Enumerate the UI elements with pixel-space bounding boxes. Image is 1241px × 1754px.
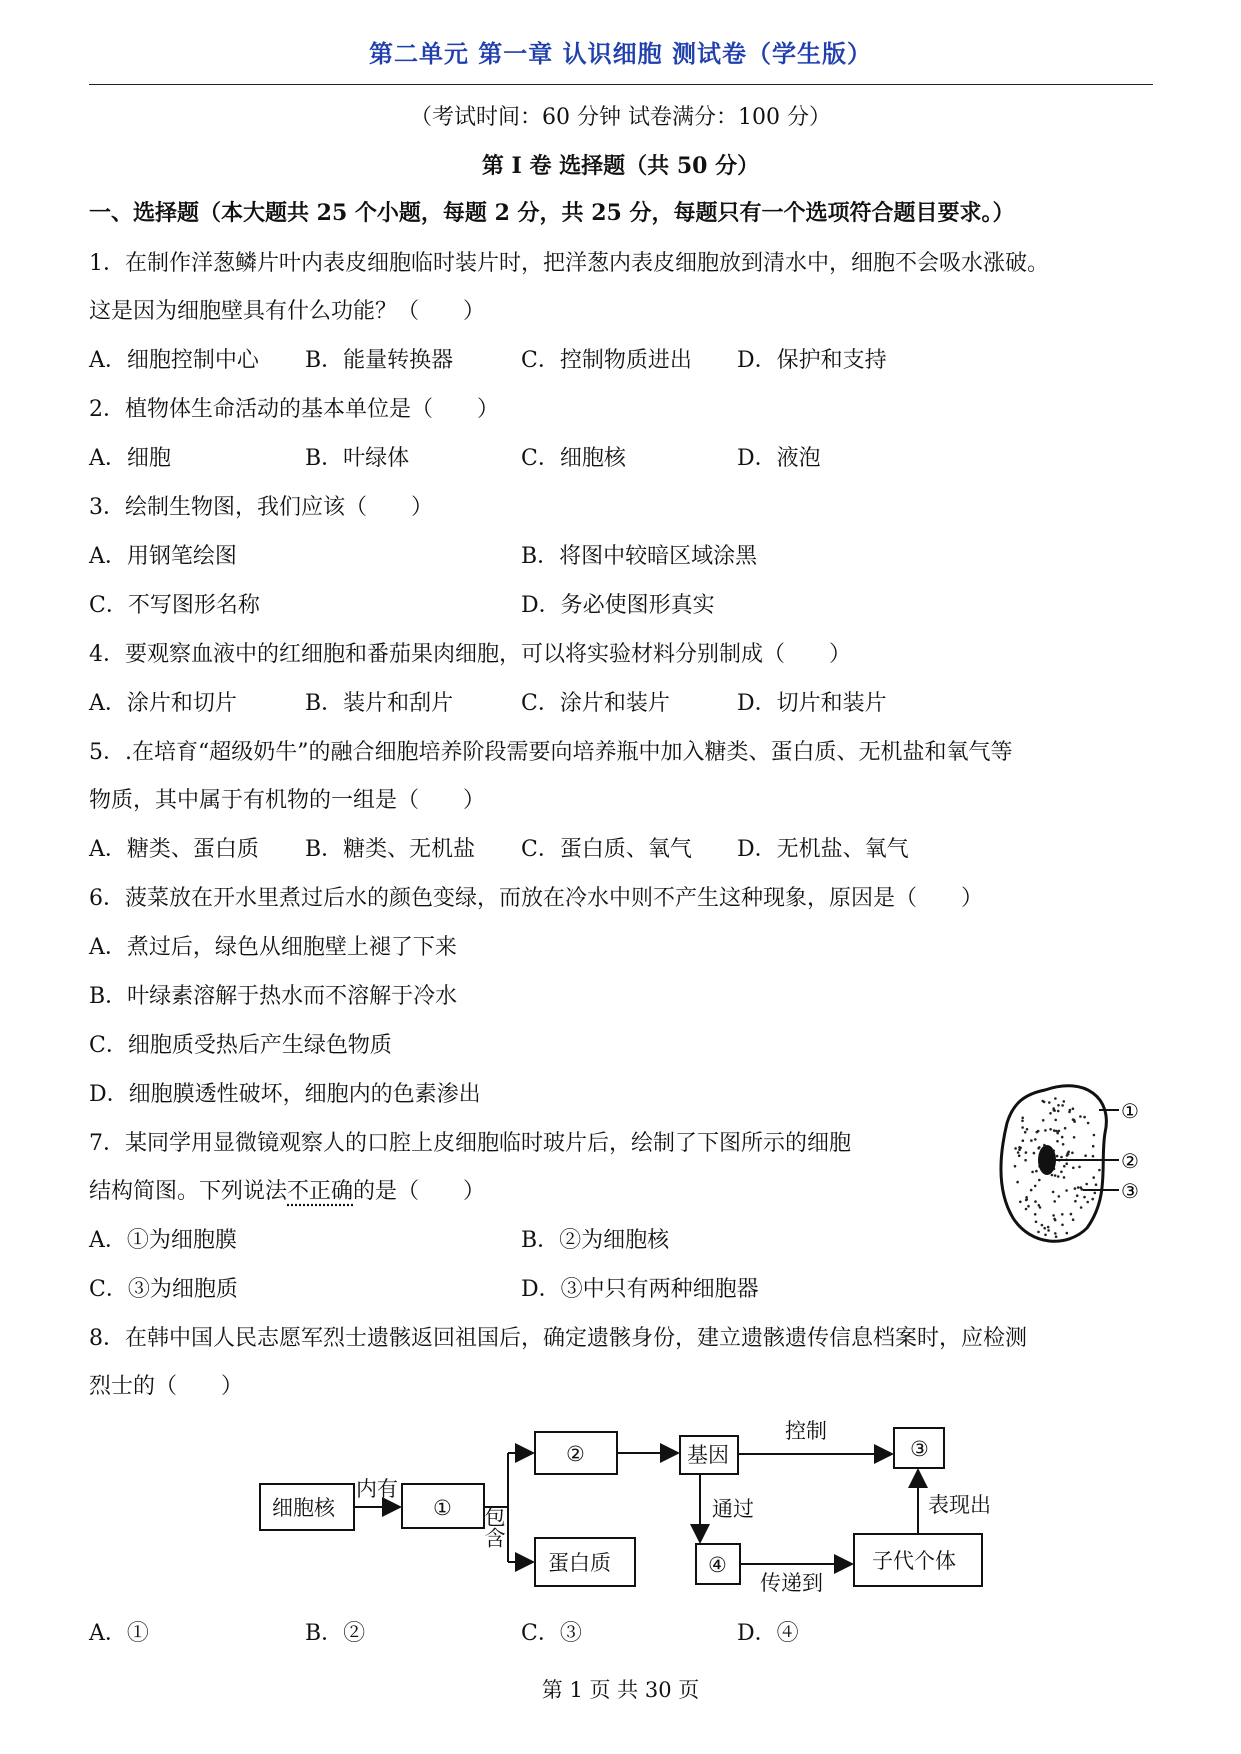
cytoplasm-dot <box>1017 1151 1020 1154</box>
cytoplasm-dot <box>1074 1187 1077 1190</box>
cytoplasm-dot <box>1087 1122 1090 1125</box>
gene-flow-diagram <box>250 1408 1010 1598</box>
cytoplasm-dot <box>1030 1139 1033 1142</box>
question-4-option-b[interactable]: B．装片和刮片 <box>305 691 454 716</box>
cytoplasm-dot <box>1047 1229 1050 1232</box>
question-7-option-a[interactable]: A．①为细胞膜 <box>89 1228 237 1253</box>
cytoplasm-dot <box>1049 1112 1052 1115</box>
cytoplasm-dot <box>1053 1109 1056 1112</box>
cytoplasm-dot <box>1034 1138 1037 1141</box>
question-5-option-d[interactable]: D．无机盐、氧气 <box>737 837 909 862</box>
question-8-option-c[interactable]: C．③ <box>521 1621 582 1646</box>
cytoplasm-dot <box>1021 1120 1024 1123</box>
cytoplasm-dot <box>1054 1232 1057 1235</box>
question-1-option-b[interactable]: B．能量转换器 <box>305 348 454 373</box>
cytoplasm-dot <box>1057 1175 1060 1178</box>
cytoplasm-dot <box>1078 1166 1081 1169</box>
cytoplasm-dot <box>1041 1224 1044 1227</box>
cytoplasm-dot <box>1074 1200 1077 1203</box>
box-label-2: ② <box>566 1442 585 1466</box>
question-6-option-d[interactable]: D．细胞膜透性破坏，细胞内的色素渗出 <box>89 1082 481 1107</box>
box-label-4: ④ <box>708 1553 727 1577</box>
edge-label-include: 包含 <box>482 1506 506 1548</box>
cytoplasm-dot <box>1072 1107 1075 1110</box>
part-title: 第 I 卷 选择题（共 50 分） <box>481 153 760 179</box>
cytoplasm-dot <box>1033 1152 1036 1155</box>
cytoplasm-dot <box>1047 1226 1050 1229</box>
cytoplasm-dot <box>1019 1201 1022 1204</box>
edge-label-pass: 传递到 <box>760 1571 823 1595</box>
cell-label-1: ① <box>1121 1099 1139 1123</box>
question-8-stem-line-1: 8．在韩中国人民志愿军烈士遗骸返回祖国后，确定遗骸身份，建立遗骸遗传信息档案时，应检测 <box>89 1326 1028 1351</box>
cytoplasm-dot <box>1018 1148 1021 1151</box>
box-label-nucleus: 细胞核 <box>272 1496 335 1520</box>
question-5-option-c[interactable]: C．蛋白质、氧气 <box>521 837 692 862</box>
cytoplasm-dot <box>1038 1204 1041 1207</box>
cytoplasm-dot <box>1073 1136 1076 1139</box>
question-5-stem-line-1: 5．.在培育“超级奶牛”的融合细胞培养阶段需要向培养瓶中加入糖类、蛋白质、无机盐和氧气等 <box>89 740 1013 765</box>
question-6-option-a[interactable]: A．煮过后，绿色从细胞壁上褪了下来 <box>89 935 457 960</box>
cytoplasm-dot <box>1053 1129 1056 1132</box>
question-1-option-a[interactable]: A．细胞控制中心 <box>89 348 259 373</box>
question-1-option-c[interactable]: C．控制物质进出 <box>521 348 692 373</box>
cytoplasm-dot <box>1052 1191 1055 1194</box>
question-4-option-d[interactable]: D．切片和装片 <box>737 691 887 716</box>
cytoplasm-dot <box>1053 1200 1056 1203</box>
cytoplasm-dot <box>1071 1152 1074 1155</box>
question-6-stem: 6．菠菜放在开水里煮过后水的颜色变绿，而放在冷水中则不产生这种现象，原因是（ ） <box>89 886 984 911</box>
cytoplasm-dot <box>1051 1174 1054 1177</box>
question-7-option-d[interactable]: D．③中只有两种细胞器 <box>521 1277 759 1302</box>
edge-label-through: 通过 <box>712 1497 754 1521</box>
cytoplasm-dot <box>1093 1134 1096 1137</box>
cytoplasm-dot <box>1035 1170 1038 1173</box>
header-rule <box>89 84 1153 85</box>
cell-label-3: ③ <box>1121 1179 1139 1203</box>
cytoplasm-dot <box>1031 1171 1034 1174</box>
cytoplasm-dot <box>1038 1146 1041 1149</box>
cytoplasm-dot <box>1070 1213 1073 1216</box>
cytoplasm-dot <box>1072 1218 1075 1221</box>
cell-figure <box>995 1078 1165 1253</box>
page-footer: 第 1 页 共 30 页 <box>541 1678 700 1702</box>
section-title: 一、选择题（本大题共 25 个小题，每题 2 分，共 25 分，每题只有一个选项符合题目要求。） <box>89 200 1015 226</box>
cytoplasm-dot <box>1022 1139 1025 1142</box>
question-4-stem: 4．要观察血液中的红细胞和番茄果肉细胞，可以将实验材料分别制成（ ） <box>89 642 851 667</box>
cytoplasm-dot <box>1056 1155 1059 1158</box>
question-2-option-a[interactable]: A．细胞 <box>89 446 171 471</box>
box-label-protein: 蛋白质 <box>548 1551 611 1575</box>
question-3-stem: 3．绘制生物图，我们应该（ ） <box>89 495 433 520</box>
cytoplasm-dot <box>1021 1126 1024 1129</box>
cytoplasm-dot <box>1034 1185 1037 1188</box>
question-4-option-a[interactable]: A．涂片和切片 <box>89 691 237 716</box>
cytoplasm-dot <box>1044 1234 1047 1237</box>
question-8-stem-line-2: 烈士的（ ） <box>89 1374 244 1399</box>
question-1-option-d[interactable]: D．保护和支持 <box>737 348 887 373</box>
cytoplasm-dot <box>1036 1131 1039 1134</box>
cytoplasm-dot <box>1091 1198 1094 1201</box>
question-7-stem-line-2 <box>89 1174 485 1205</box>
cytoplasm-dot <box>1063 1100 1066 1103</box>
cytoplasm-dot <box>1066 1232 1069 1235</box>
question-3-option-d[interactable]: D．务必使图形真实 <box>521 593 715 618</box>
question-2-option-c[interactable]: C．细胞核 <box>521 446 626 471</box>
cytoplasm-dot <box>1053 1218 1056 1221</box>
cytoplasm-dot <box>1079 1115 1082 1118</box>
question-5-stem-line-2: 物质，其中属于有机物的一组是（ ） <box>89 788 486 813</box>
cytoplasm-dot <box>1083 1196 1086 1199</box>
cytoplasm-dot <box>1016 1181 1019 1184</box>
cytoplasm-dot <box>1060 1156 1063 1159</box>
cytoplasm-dot <box>1054 1174 1057 1177</box>
cytoplasm-dot <box>1061 1104 1064 1107</box>
cytoplasm-dot <box>1054 1097 1057 1100</box>
cytoplasm-dot <box>1025 1151 1028 1154</box>
cytoplasm-dot <box>1043 1101 1046 1104</box>
cytoplasm-dot <box>1065 1189 1068 1192</box>
cytoplasm-dot <box>1092 1176 1095 1179</box>
question-7-emphasis: 不正确 <box>287 1179 354 1204</box>
cytoplasm-dot <box>1014 1165 1017 1168</box>
cytoplasm-dot <box>1056 1132 1059 1135</box>
page-title: 第二单元 第一章 认识细胞 测试卷（学生版） <box>368 39 873 68</box>
cytoplasm-dot <box>1026 1128 1029 1131</box>
cytoplasm-dot <box>1065 1162 1068 1165</box>
cytoplasm-dot <box>1018 1146 1021 1149</box>
cytoplasm-dot <box>1035 1221 1038 1224</box>
question-7-stem-prefix: 结构简图。下列说法 <box>89 1179 288 1204</box>
question-3-option-b[interactable]: B．将图中较暗区域涂黑 <box>521 544 758 569</box>
box-label-3: ③ <box>910 1437 929 1461</box>
box-label-gene: 基因 <box>687 1443 729 1467</box>
cytoplasm-dot <box>1086 1201 1089 1204</box>
cytoplasm-dot <box>1061 1136 1064 1139</box>
exam-info: （考试时间：60 分钟 试卷满分：100 分） <box>410 105 831 130</box>
question-3-option-c[interactable]: C．不写图形名称 <box>89 593 260 618</box>
cytoplasm-dot <box>1084 1154 1087 1157</box>
cytoplasm-dot <box>1057 1110 1060 1113</box>
cytoplasm-dot <box>1055 1235 1058 1238</box>
cytoplasm-dot <box>1083 1116 1086 1119</box>
edge-label-express: 表现出 <box>928 1493 991 1517</box>
cytoplasm-dot <box>1027 1205 1030 1208</box>
cytoplasm-dot <box>1018 1154 1021 1157</box>
question-7-stem-suffix: 的是（ ） <box>353 1179 486 1204</box>
cytoplasm-dot <box>1064 1127 1067 1130</box>
cytoplasm-dot <box>1030 1189 1033 1192</box>
cytoplasm-dot <box>1068 1111 1071 1114</box>
cytoplasm-dot <box>1060 1171 1063 1174</box>
cytoplasm-dot <box>1044 1129 1047 1132</box>
cytoplasm-dot <box>1063 1176 1066 1179</box>
question-8-option-d[interactable]: D．④ <box>737 1621 799 1646</box>
question-2-stem: 2．植物体生命活动的基本单位是（ ） <box>89 397 499 422</box>
edge-label-contains: 内有 <box>356 1477 398 1501</box>
cytoplasm-dot <box>1048 1101 1051 1104</box>
question-8-option-a[interactable]: A．① <box>89 1621 149 1646</box>
question-6-option-c[interactable]: C．细胞质受热后产生绿色物质 <box>89 1033 392 1058</box>
cytoplasm-dot <box>1063 1165 1066 1168</box>
cytoplasm-dot <box>1098 1169 1101 1172</box>
cytoplasm-dot <box>1043 1227 1046 1230</box>
question-7-option-b[interactable]: B．②为细胞核 <box>521 1228 670 1253</box>
cytoplasm-dot <box>1052 1214 1055 1217</box>
cytoplasm-dot <box>1042 1119 1045 1122</box>
cytoplasm-dot <box>1076 1194 1079 1197</box>
question-5-option-a[interactable]: A．糖类、蛋白质 <box>89 837 259 862</box>
question-1-stem-line-1: 1．在制作洋葱鳞片叶内表皮细胞临时装片时，把洋葱内表皮细胞放到清水中，细胞不会吸水涨破。 <box>89 251 1050 276</box>
cytoplasm-dot <box>1054 1119 1057 1122</box>
cytoplasm-dot <box>1073 1120 1076 1123</box>
cytoplasm-dot <box>1062 1143 1065 1146</box>
cytoplasm-dot <box>1049 1128 1052 1131</box>
cytoplasm-dot <box>1080 1186 1083 1189</box>
cytoplasm-dot <box>1038 1179 1041 1182</box>
cell-label-2: ② <box>1121 1149 1139 1173</box>
question-8-option-b[interactable]: B．② <box>305 1621 366 1646</box>
question-2-option-b[interactable]: B．叶绿体 <box>305 446 410 471</box>
cytoplasm-dot <box>1034 1213 1037 1216</box>
cytoplasm-dot <box>1025 1208 1028 1211</box>
cytoplasm-dot <box>1095 1183 1098 1186</box>
cytoplasm-dot <box>1056 1140 1059 1143</box>
cytoplasm-dot <box>1037 1231 1040 1234</box>
cytoplasm-dot <box>1094 1192 1097 1195</box>
cytoplasm-dot <box>1085 1183 1088 1186</box>
box-label-1: ① <box>433 1496 452 1520</box>
question-5-option-b[interactable]: B．糖类、无机盐 <box>305 837 476 862</box>
question-6-option-b[interactable]: B．叶绿素溶解于热水而不溶解于冷水 <box>89 984 458 1009</box>
question-3-option-a[interactable]: A．用钢笔绘图 <box>89 544 237 569</box>
question-2-option-d[interactable]: D．液泡 <box>737 446 821 471</box>
cytoplasm-dot <box>1024 1131 1027 1134</box>
question-7-option-c[interactable]: C．③为细胞质 <box>89 1277 238 1302</box>
question-4-option-c[interactable]: C．涂片和装片 <box>521 691 670 716</box>
cytoplasm-dot <box>1061 1224 1064 1227</box>
edge-label-control: 控制 <box>785 1419 827 1443</box>
cytoplasm-dot <box>1014 1147 1017 1150</box>
cytoplasm-dot <box>1067 1151 1070 1154</box>
cytoplasm-dot <box>1092 1145 1095 1148</box>
cytoplasm-dot <box>1024 1159 1027 1162</box>
question-7-stem-line-1: 7．某同学用显微镜观察人的口腔上皮细胞临时玻片后，绘制了下图所示的细胞 <box>89 1131 851 1156</box>
box-label-offspring: 子代个体 <box>872 1549 956 1573</box>
cytoplasm-dot <box>1034 1200 1037 1203</box>
cytoplasm-dot <box>1021 1117 1024 1120</box>
cytoplasm-dot <box>1080 1206 1083 1209</box>
cytoplasm-dot <box>1058 1195 1061 1198</box>
question-1-stem-line-2: 这是因为细胞壁具有什么功能？（ ） <box>89 299 486 324</box>
cytoplasm-dot <box>1061 1213 1064 1216</box>
cytoplasm-dot <box>1058 1130 1061 1133</box>
cytoplasm-dot <box>1077 1186 1080 1189</box>
cytoplasm-dot <box>1072 1167 1075 1170</box>
cytoplasm-dot <box>1025 1196 1028 1199</box>
cytoplasm-dot <box>1092 1155 1095 1158</box>
cytoplasm-dot <box>1057 1104 1060 1107</box>
